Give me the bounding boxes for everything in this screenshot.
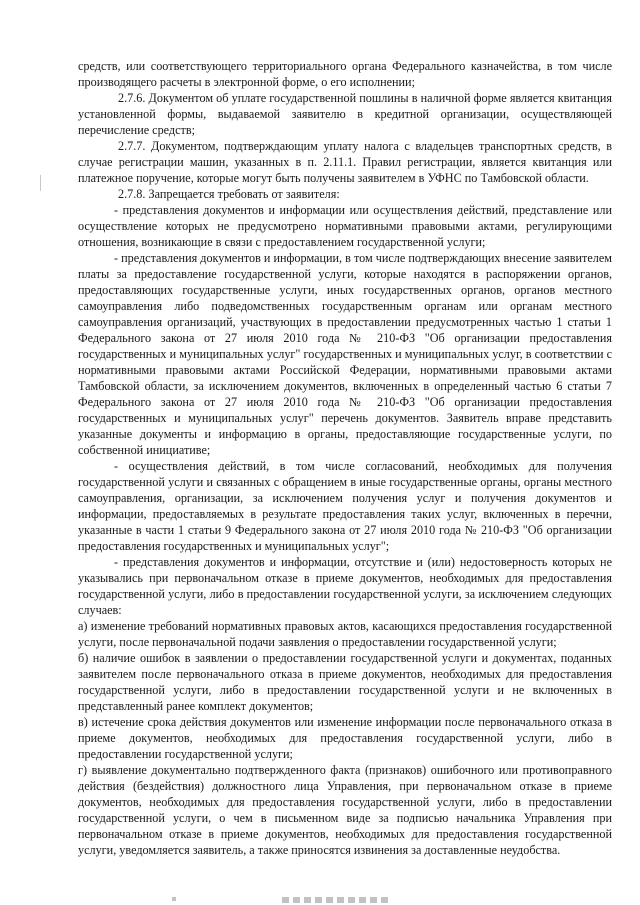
exception-item-a: а) изменение требований нормативных правовых актов, касающихся предоставления государственной услуги, после первоначальной подачи заявления о предоставлении государственной услуги; [78,619,612,649]
paragraph-continuation: средств, или соответствующего территориального органа Федерального казначейства, в том числе производящего расчеты в электронной форме, о его исполнении; [78,59,612,89]
paragraph-2-7-7: 2.7.7. Документом, подтверждающим уплату налога с владельцев транспортных средств, в случае регистрации машин, указанных в п. 2.11.1. Правил регистрации, является квитанция или платежное поручение, которые могут быть получены заявителем в УФНС по Тамбовской области. [78,139,612,185]
list-item-requirement-4: - представления документов и информации, отсутствие и (или) недостоверность которых не указывались при первоначальном отказе в приеме документов, необходимых для предоставления государственной услуги, либо в предоставлении государственной услуги, за исключением следующих случаев: [78,555,612,617]
paragraph-2-7-6: 2.7.6. Документом об уплате государственной пошлины в наличной форме является квитанция установленной формы, выдаваемой заявителю в кредитной организации, осуществляющей перечисление средств; [78,91,612,137]
document-body [78,58,612,858]
footer-scan-mark [172,897,176,901]
margin-mark [40,175,41,191]
exception-item-b: б) наличие ошибок в заявлении о предоставлении государственной услуги и документах, поданных заявителем после первоначального отказа в приеме документов, необходимых для предоставления государственной услуги, либо в предоставлении государственной услуги и не включенных в представленный ранее комплект документов; [78,651,612,713]
list-item-requirement-1: - представления документов и информации или осуществления действий, представление или осуществление которых не предусмотрено нормативными правовыми актами, регулирующими отношения, возникающие в связи с предоставлением государственной услуги; [78,203,612,249]
list-item-requirement-3: - осуществления действий, в том числе согласований, необходимых для получения государственной услуги и связанных с обращением в иные государственные органы, органы местного самоуправления, организации, за исключением получения услуг и получения документов и информации, предоставляемых в результате предоставления таких услуг, включенных в перечни, указанные в части 1 статьи 9 Федерального закона от 27 июля 2010 года № 210-ФЗ "Об организации предоставления государственных и муниципальных услуг"; [78,459,612,553]
exception-item-v: в) истечение срока действия документов или изменение информации после первоначального отказа в приеме документов, необходимых для предоставления государственной услуги, либо в предоставлении государственной услуги; [78,715,612,761]
list-item-requirement-2: - представления документов и информации, в том числе подтверждающих внесение заявителем платы за предоставление государственной услуги, которые находятся в распоряжении органов, предоставляющих государственные услуги, иных государственных органов, органов местного самоуправления либо подведомственных государственным органам или органам местного самоуправления организаций, участвующих в предоставлении предусмотренных частью 1 статьи 1 Федерального закона от 27 июля 2010 года № 210-ФЗ "Об организации предоставления государственных и муниципальных услуг" государственных и муниципальных услуг, в соответствии с нормативными правовыми актами Российской Федерации, нормативными правовыми актами Тамбовской области, за исключением документов, включенных в определенный частью 6 статьи 7 Федерального закона от 27 июля 2010 года № 210-ФЗ "Об организации предоставления государственных и муниципальных услуг" перечень документов. Заявитель вправе представить указанные документы и информацию в органы, предоставляющие государственные услуги, по собственной инициативе; [78,251,612,457]
paragraph-2-7-8: 2.7.8. Запрещается требовать от заявителя: [118,187,340,201]
footer-scan-artifact [282,897,392,903]
exception-item-g: г) выявление документально подтвержденного факта (признаков) ошибочного или противоправного действия (бездействия) должностного лица Управления, при первоначальном отказе в приеме документов, необходимых для предоставления государственной услуги, либо в предоставлении государственной услуги, о чем в письменном виде за подписью начальника Управления при первоначальном отказе в приеме документов, необходимых для предоставления государственной услуги, уведомляется заявитель, а также приносятся извинения за доставленные неудобства. [78,763,612,857]
